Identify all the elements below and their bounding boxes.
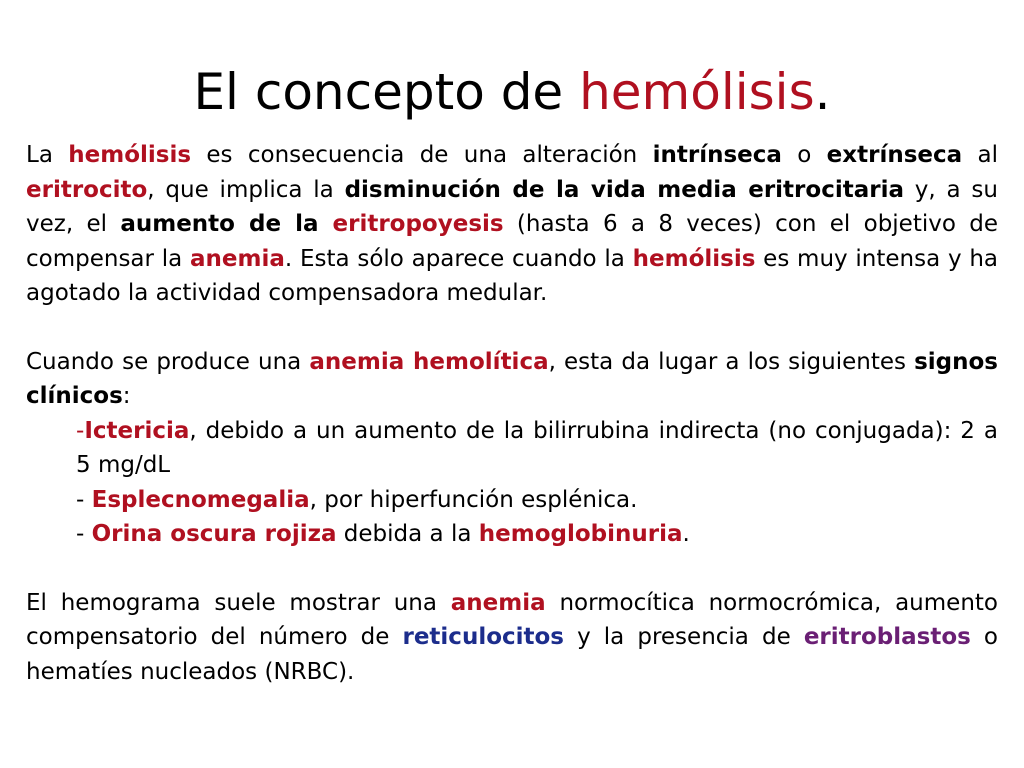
term-esplecnomegalia: Esplecnomegalia	[91, 486, 310, 513]
title-highlight: hemólisis	[579, 62, 815, 121]
term-hemoglobinuria: hemoglobinuria	[478, 521, 683, 547]
term-anemia: anemia	[450, 589, 546, 616]
slide-body	[26, 138, 998, 689]
term-disminucion: disminución de la vida media eritrocitaria	[344, 176, 904, 203]
term-anemia: anemia	[190, 245, 285, 272]
paragraph-hemograma	[26, 586, 998, 690]
term-eritroblastos: eritroblastos	[803, 624, 971, 650]
spacer	[26, 552, 998, 586]
text: , por hiperfunción esplénica.	[309, 486, 638, 513]
title-prefix: El concepto de	[193, 62, 580, 121]
term-extrinseca: extrínseca	[826, 142, 963, 168]
text: y, a su vez, el	[26, 176, 998, 237]
text: El hemograma suele mostrar una	[26, 589, 451, 616]
term-ictericia: Ictericia	[84, 417, 190, 444]
list-item-ictericia	[26, 414, 998, 483]
list-item-orina	[26, 517, 998, 552]
text: y la presencia de	[564, 624, 804, 650]
paragraph-definition	[26, 138, 998, 311]
text: es consecuencia de una alteración	[191, 142, 653, 168]
text: debida a la	[336, 521, 479, 547]
term-reticulocitos: reticulocitos	[402, 624, 565, 650]
term-intrinseca: intrínseca	[652, 142, 782, 168]
term-eritrocito: eritrocito	[26, 176, 148, 203]
text: o hematíes nucleados (NRBC).	[26, 624, 998, 685]
text: La	[26, 142, 69, 168]
spacer	[26, 311, 998, 345]
text: , debido a un aumento de la bilirrubina indirecta (no conjugada): 2 a 5 mg/dL	[76, 417, 998, 478]
text: (hasta 6 a 8 veces) con el objetivo de compensar la	[26, 211, 998, 272]
paragraph-signos	[26, 345, 998, 414]
text: Cuando se produce una	[26, 348, 310, 375]
term-anemia-hemolitica: anemia hemolítica	[309, 348, 549, 375]
slide-title	[0, 56, 1024, 128]
text: .	[682, 521, 690, 547]
text: , que implica la	[147, 176, 345, 203]
bullet-dash: -	[76, 417, 85, 444]
text: normocítica normocrómica, aumento compensatorio del número de	[26, 589, 998, 650]
bullet-dash: -	[76, 486, 92, 513]
list-item-esplecnomegalia	[26, 483, 998, 518]
term-eritropoyesis: eritropoyesis	[332, 211, 504, 237]
text: es muy intensa y ha agotado la actividad compensadora medular.	[26, 245, 999, 306]
text: :	[122, 383, 131, 409]
term-hemolisis: hemólisis	[632, 245, 756, 272]
text: , esta da lugar a los siguientes	[548, 348, 915, 375]
title-suffix: .	[814, 62, 831, 121]
term-hemolisis: hemólisis	[68, 142, 192, 168]
term-orina-oscura: Orina oscura rojiza	[91, 521, 337, 547]
text: . Esta sólo aparece cuando la	[284, 245, 633, 272]
term-aumento: aumento de la	[120, 211, 333, 237]
bullet-dash: -	[76, 521, 92, 547]
text: al	[962, 142, 998, 168]
term-signos-clinicos: signos clínicos	[26, 348, 998, 409]
text: o	[781, 142, 827, 168]
